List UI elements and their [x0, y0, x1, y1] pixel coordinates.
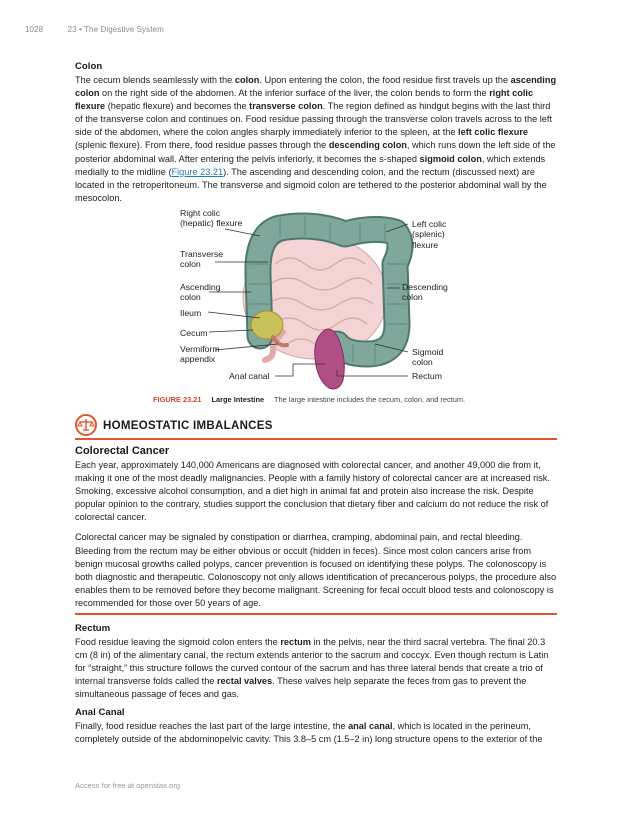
feature-header — [75, 414, 557, 440]
colorectal-cancer-section — [75, 445, 557, 610]
key-term: ascending colon — [75, 75, 557, 99]
key-term: left colic flexure — [458, 127, 528, 138]
anal-canal-paragraph: Finally, food residue reaches the last part of the large intestine, the anal canal, which is located in the perineum, completely outside of the abdominopelvic cavity. This 3.8–5 cm (1.5–2 in) long structure opens to the exterior of the — [75, 721, 543, 745]
label-ileum: Ileum — [180, 308, 202, 318]
scale-icon — [75, 414, 97, 436]
label-transverse-colon: Transverse colon — [180, 249, 224, 270]
figure-reference-link[interactable]: Figure 23.21 — [171, 166, 224, 177]
label-vermiform-appendix: Vermiform appendix — [180, 344, 220, 365]
key-term: right colic flexure — [75, 88, 534, 112]
rectum-section — [75, 623, 557, 701]
caption-text: The large intestine includes the cecum, colon, and rectum. — [274, 395, 466, 404]
key-term: rectal valves — [216, 676, 273, 687]
cecum-shape — [251, 311, 283, 339]
footer: Access for free at openstax.org — [75, 781, 181, 790]
colorectal-heading: Colorectal Cancer — [75, 445, 170, 457]
rectum-heading: Rectum — [75, 623, 111, 634]
label-descending-colon: Descending colon — [402, 282, 448, 303]
label-ascending-colon: Ascending colon — [180, 282, 221, 303]
running-head — [25, 25, 164, 34]
key-term: colon — [234, 75, 260, 85]
key-term: sigmoid colon — [419, 153, 482, 164]
label-sigmoid-colon: Sigmoid colon — [412, 347, 444, 368]
label-anal-canal: Anal canal — [229, 371, 270, 381]
figure-caption — [153, 395, 465, 404]
key-term: anal canal — [348, 721, 393, 731]
anal-canal-heading: Anal Canal — [75, 707, 125, 718]
label-cecum: Cecum — [180, 328, 208, 338]
feature-title: HOMEOSTATIC IMBALANCES — [103, 420, 273, 432]
colon-paragraph: The cecum blends seamlessly with the colon. Upon entering the colon, the food residue first travels up the ascending colon on the right side of the abdomen. At the inferior surface of the liver, the colon bends to form the right colic flexure (hepatic flexure) and becomes the transverse colon. The region defined as hindgut begins with the last third of the transverse colon and continues on. Food residue passing through the transverse colon travels across to the left side of the abdomen, where the colon angles sharply immediately inferior to the spleen, at the left colic flexure (splenic flexure). From there, food residue passes through the descending colon, which runs down the left side of the posterior abdominal wall. After entering the pelvis inferiorly, it becomes the s-shaped sigmoid colon, which extends medially to the midline (Figure 23.21). The ascending and descending colon, and the rectum (discussed next) are located in the retroperitoneum. The transverse and sigmoid colon are tethered to the posterior abdominal wall by the mesocolon. — [75, 75, 557, 203]
chapter-title: 23 • The Digestive System — [67, 25, 164, 34]
colorectal-paragraph-1: Each year, approximately 140,000 Americans are diagnosed with colorectal cancer, and another 49,000 die from it, making it one of the most deadly malignancies. People with a family history of colorectal cancer are at increased risk. Smoking, excessive alcohol consumption, and a diet high in animal fat and protein also increase the risk. Despite popular opinion to the contrary, studies support the conclusion that dietary fiber and calcium do not reduce the risk of colorectal cancer. — [75, 460, 550, 523]
colon-heading: Colon — [75, 61, 103, 72]
label-left-colic-flexure: Left colic (splenic) flexure — [412, 219, 447, 250]
caption-number: FIGURE 23.21 — [153, 395, 202, 404]
colon-section — [75, 61, 557, 205]
label-rectum: Rectum — [412, 371, 442, 381]
caption-title: Large Intestine — [211, 395, 265, 404]
feature-rule — [75, 438, 557, 440]
colorectal-paragraph-2: Colorectal cancer may be signaled by constipation or diarrhea, cramping, abdominal pain, and rectal bleeding. Bleeding from the rectum may be either obvious or occult (hidden in feces). Since most colon cancers arise from benign mucosal growths called polyps, cancer prevention is focused on identifying these polyps. The colonoscopy is both diagnostic and therapeutic. Colonoscopy not only allows identification of precancerous polyps, the procedure also enables them to be removed before they become malignant. Screening for fecal occult blood tests and colonoscopy is recommended for those over 50 years of age. — [75, 532, 557, 608]
feature-bottom-rule — [75, 613, 557, 615]
key-term: descending colon — [328, 140, 407, 151]
large-intestine-figure — [75, 204, 557, 404]
label-right-colic-flexure: Right colic (hepatic) flexure — [180, 208, 243, 229]
page-number: 1028 — [25, 25, 44, 34]
anal-canal-section — [75, 707, 557, 746]
key-term: transverse colon — [249, 101, 323, 112]
key-term: rectum — [280, 637, 311, 647]
large-intestine-illustration — [75, 204, 557, 394]
rectum-paragraph: Food residue leaving the sigmoid colon enters the rectum in the pelvis, near the third sacral vertebra. The final 20.3 cm (8 in) of the alimentary canal, the rectum extends anterior to the sacrum and coccyx. Even though rectum is Latin for “straight,” this structure follows the curved contour of the sacrum and has three lateral bends that create a trio of internal transverse folds called the rectal valves. These valves help separate the feces from gas to prevent the simultaneous passage of feces and gas. — [75, 637, 549, 700]
